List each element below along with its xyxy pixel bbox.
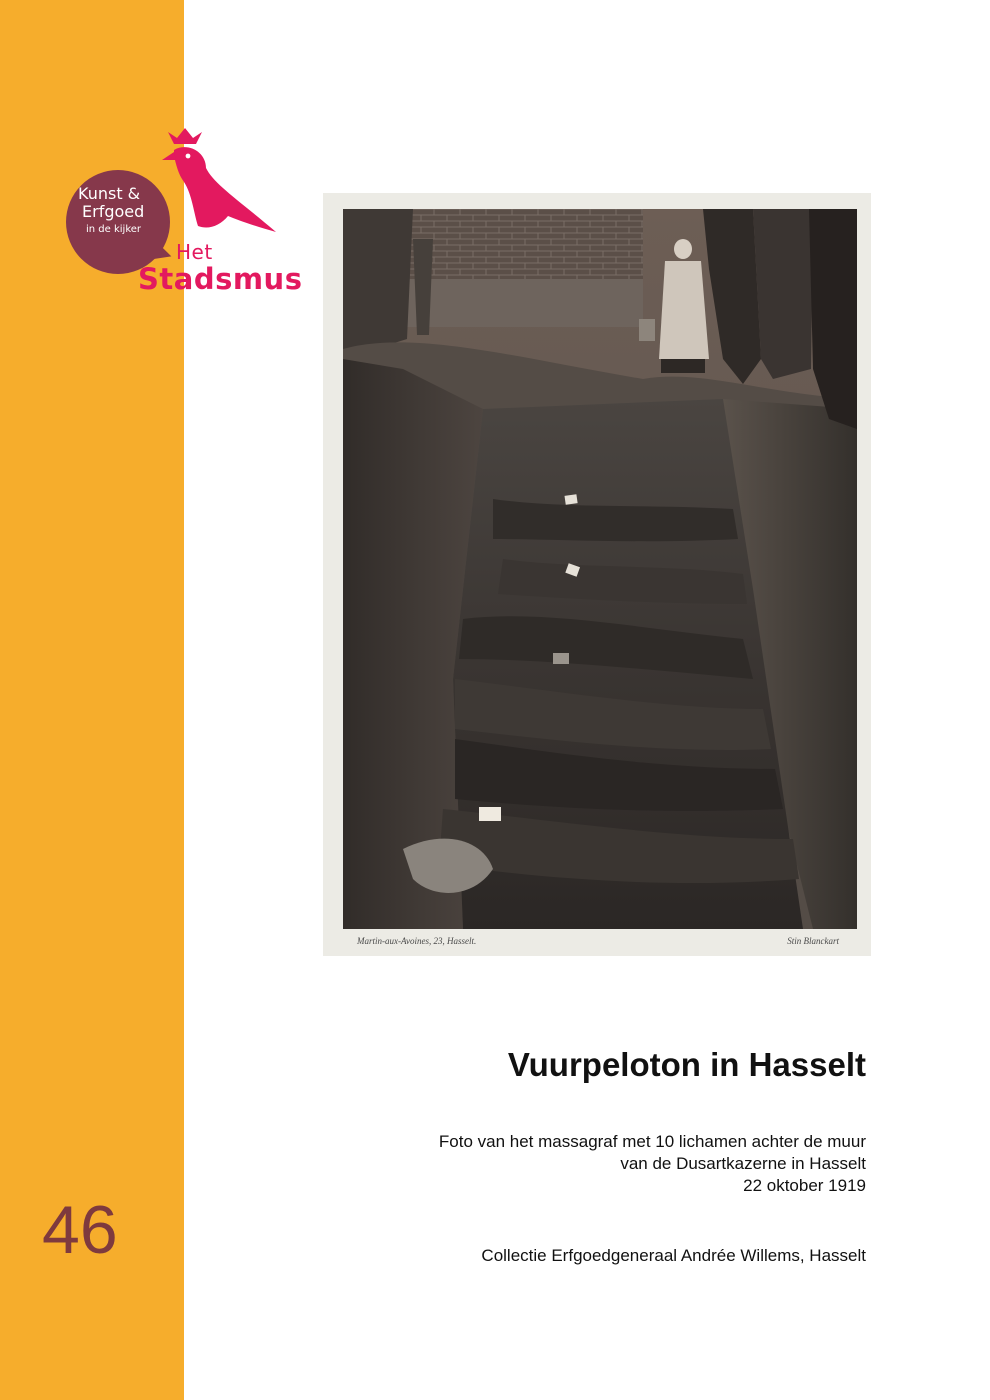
bird-icon [162, 122, 284, 240]
description-line-3: 22 oktober 1919 [743, 1176, 866, 1195]
bird-beak [162, 152, 176, 160]
logo-bubble-line1: Kunst & [78, 184, 141, 203]
description-line-1: Foto van het massagraf met 10 lichamen achter de muur [438, 1132, 866, 1151]
photo-frame [323, 193, 871, 956]
logo-name: Stadsmus [138, 262, 303, 296]
logo-bubble-line2: Erfgoed [82, 202, 145, 221]
stadsmus-logo[interactable] [60, 120, 310, 300]
crown-icon [168, 128, 202, 144]
bird-eye [186, 154, 191, 159]
issue-number: 46 [42, 1192, 118, 1268]
logo-bubble-line3: in de kijker [86, 224, 142, 235]
collection-credit: Collectie Erfgoedgeneraal Andrée Willems, Hasselt [481, 1246, 866, 1265]
bird-body [174, 147, 276, 232]
description-line-2: van de Dusartkazerne in Hasselt [620, 1154, 866, 1173]
mass-grave-photo [343, 209, 857, 929]
photo-caption-right: Stin Blanckart [787, 936, 839, 946]
photo-caption-left: Martin-aux-Avoines, 23, Hasselt. [357, 936, 477, 946]
logo-het: Het [176, 240, 213, 264]
photo-description [439, 1131, 866, 1197]
page-title: Vuurpeloton in Hasselt [507, 1046, 866, 1083]
mass-grave-photo-image [343, 209, 857, 929]
